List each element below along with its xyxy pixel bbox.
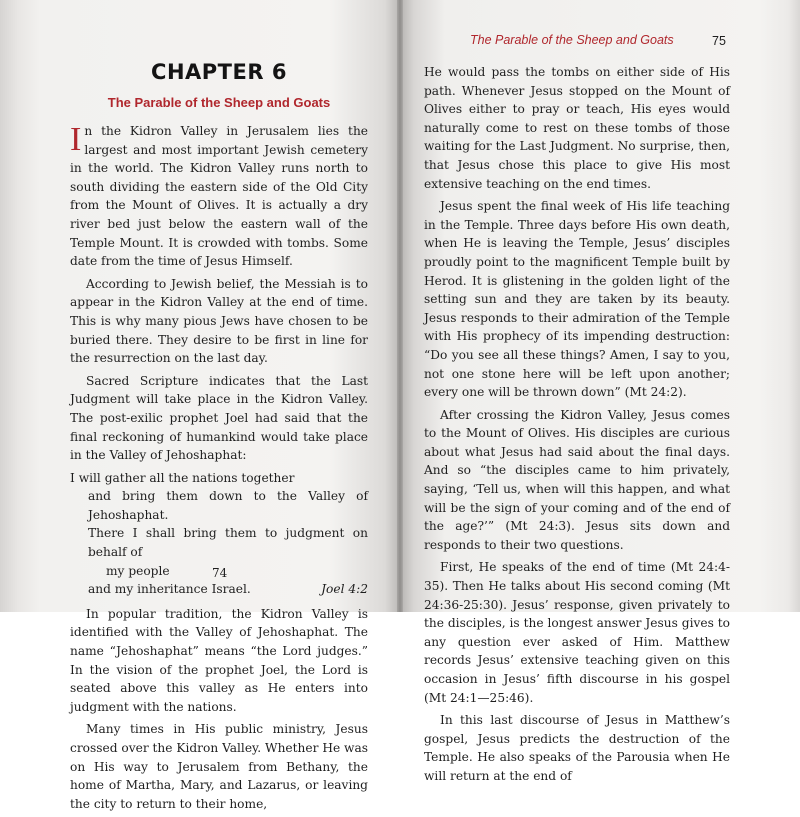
drop-cap: I xyxy=(70,121,82,158)
chapter-subtitle: The Parable of the Sheep and Goats xyxy=(107,95,331,110)
paragraph: Many times in His public ministry, Jesus crossed over the Kidron Valley. Whether He was on His way to Jerusalem from Bethany, the home of Martha, Mary, and Lazarus, or leaving the city to return to their home, xyxy=(70,722,368,811)
paragraph: He would pass the tombs on either side of His path. Whenever Jesus stopped on the Mount of Olives either to pray or teach, His eyes would naturally come to rest on these tombs of those waiting for the Last Judgment. No surprise, then, that Jesus chose this place to give His most extensive teaching on the end times. xyxy=(424,65,730,191)
right-page xyxy=(400,0,800,783)
page-number-right: 75 xyxy=(712,34,726,48)
page-number-left: 74 xyxy=(212,566,228,580)
paragraph: In this last discourse of Jesus in Matthew’s gospel, Jesus predicts the destruction of the Temple. He also speaks of the Parousia when He will return at the end of xyxy=(424,713,730,783)
right-page-body xyxy=(424,63,730,790)
verse-line: I will gather all the nations together xyxy=(70,470,295,485)
verse-line: and bring them down to the Valley of Jehoshaphat. xyxy=(88,489,368,522)
verse-line: There I shall bring them to judgment on behalf of xyxy=(88,526,368,560)
verse-reference: Joel 4:2 xyxy=(321,582,368,597)
paragraph: In popular tradition, the Kidron Valley is identified with the Valley of Jehoshaphat. The name “Jehoshaphat” means “the Lord judges.” In the vision of the prophet Joel, the Lord is seated above this valley as He enters into judgment with the nations. xyxy=(70,606,368,714)
paragraph: First, He speaks of the end of time (Mt 24:4-35). Then He talks about His second coming (Mt 24:36-25:30). Jesus’ response, given privately to the disciples, is the longest answer Jesus gives to any question ever asked of Him. Matthew records Jesus’ extensive teaching given on this occasion in Jesus’ fifth discourse in his gospel (Mt 24:1—25:46). xyxy=(424,560,730,705)
paragraph xyxy=(70,122,368,271)
left-page-body xyxy=(70,122,368,817)
paragraph-text: n the Kidron Valley in Jerusalem lies the largest and most important Jewish cemetery in the world. The Kidron Valley runs north to south dividing the eastern side of the Old City from the Mount of Olives. It is actually a dry river bed just below the eastern wall of the Temple Mount. It is crowded with tombs. Some date from the time of Jesus Himself. xyxy=(70,124,368,269)
verse-line: my people xyxy=(106,563,170,578)
running-head: The Parable of the Sheep and Goats xyxy=(470,33,674,47)
left-page xyxy=(0,0,400,811)
chapter-title: CHAPTER 6 xyxy=(151,60,287,84)
book-spine xyxy=(397,0,403,612)
verse-line-last xyxy=(70,580,368,599)
paragraph: Jesus spent the final week of His life teaching in the Temple. Three days before His own death, when He is leaving the Temple, Jesus’ disciples proudly point to the magnificent Temple built by Herod. It is glistening in the golden light of the setting sun and they are taken by its beauty. Jesus responds to their admiration of the Temple with His prophecy of its impending destruction: “Do you see all these things? Amen, I say to you, not one stone here will be left upon another; every one will be thrown down” (Mt 24:2). xyxy=(424,199,730,400)
verse-text: and my inheritance Israel. xyxy=(88,582,251,597)
paragraph: After crossing the Kidron Valley, Jesus comes to the Mount of Olives. His disciples are curious about what Jesus had said about the final days. And so “the disciples came to him privately, saying, ‘Tell us, when will this happen, and what will be the sign of your coming and of the end of the age?’” (Mt 24:3). Jesus sits down and responds to their two questions. xyxy=(424,407,730,552)
paragraph: According to Jewish belief, the Messiah is to appear in the Kidron Valley at the end of time. This is why many pious Jews have chosen to be buried there. They desire to be first in line for the resurrection on the last day. xyxy=(70,276,368,366)
paragraph: Sacred Scripture indicates that the Last Judgment will take place in the Kidron Valley. The post-exilic prophet Joel had said that the final reckoning of humankind would take place in the Valley of Jehoshaphat: xyxy=(70,373,368,463)
